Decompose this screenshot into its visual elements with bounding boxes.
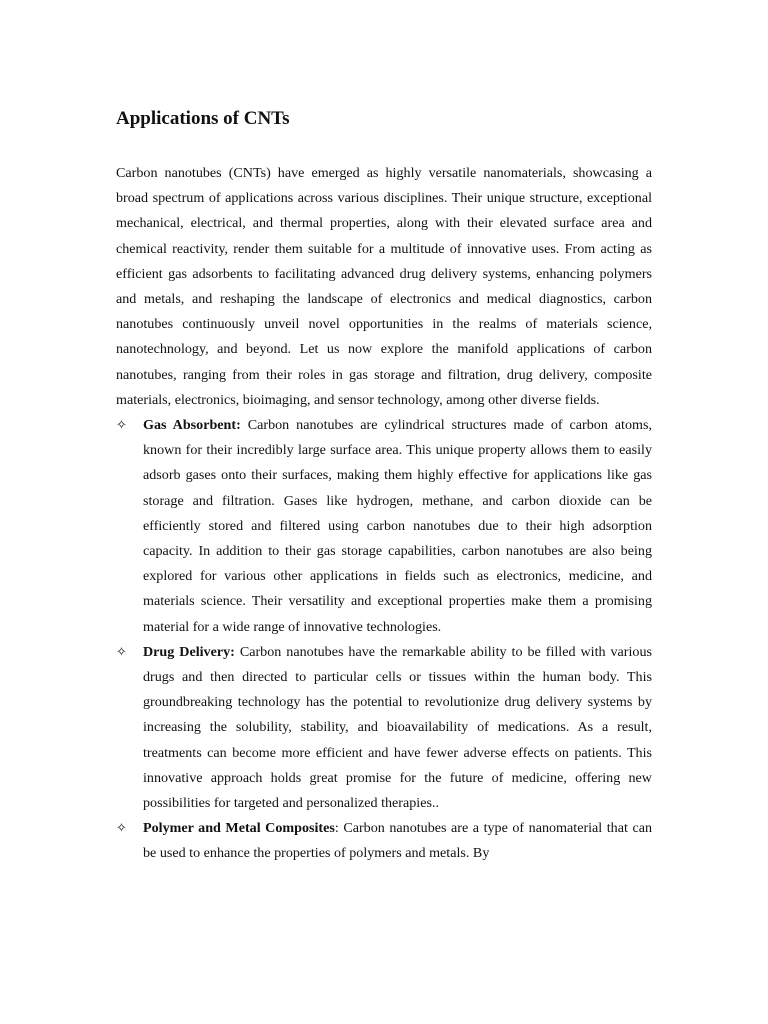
bullet-term: Gas Absorbent: <box>143 417 241 434</box>
applications-list <box>116 413 652 867</box>
list-item-gas-absorbent <box>116 413 652 640</box>
diamond-star-bullet-icon: ✧ <box>116 821 127 837</box>
intro-paragraph: Carbon nanotubes (CNTs) have emerged as highly versatile nanomaterials, showcasing a broad spectrum of applications across various disciplines. Their unique structure, exceptional mechanical, electrical, and thermal properties, along with their elevated surface area and chemical reactivity, render them suitable for a multitude of innovative uses. From acting as efficient gas adsorbents to facilitating advanced drug delivery systems, enhancing polymers and metals, and reshaping the landscape of electronics and medical diagnostics, carbon nanotubes continuously unveil novel opportunities in the realms of materials science, nanotechnology, and beyond. Let us now explore the manifold applications of carbon nanotubes, ranging from their roles in gas storage and filtration, drug delivery, composite materials, electronics, bioimaging, and sensor technology, among other diverse fields. <box>116 165 652 408</box>
bullet-term: Drug Delivery: <box>143 643 235 660</box>
bullet-text: : Carbon nanotubes are a type of nanomaterial that can be used to enhance the properties of polymers and metals. By <box>143 820 652 862</box>
document-title: Applications of CNTs <box>116 108 290 129</box>
bullet-text: Carbon nanotubes have the remarkable ability to be filled with various drugs and then directed to particular cells or tissues within the human body. This groundbreaking technology has the potential to revolutionize drug delivery systems by increasing the solubility, stability, and bioavailability of medications. As a result, treatments can become more efficient and have fewer adverse effects on patients. This innovative approach holds great promise for the future of medicine, offering new possibilities for targeted and personalized therapies.. <box>143 643 652 812</box>
document-page <box>116 106 652 867</box>
diamond-star-bullet-icon: ✧ <box>116 418 127 434</box>
list-item-polymer-metal-composites <box>116 816 652 866</box>
list-item-drug-delivery <box>116 640 652 816</box>
diamond-star-bullet-icon: ✧ <box>116 644 127 660</box>
bullet-term: Polymer and Metal Composites <box>143 820 335 837</box>
bullet-text: Carbon nanotubes are cylindrical structures made of carbon atoms, known for their incredibly large surface area. This unique property allows them to easily adsorb gases onto their surfaces, making them highly effective for applications like gas storage and filtration. Gases like hydrogen, methane, and carbon dioxide can be efficiently stored and filtered using carbon nanotubes due to their high adsorption capacity. In addition to their gas storage capabilities, carbon nanotubes are also being explored for various other applications in fields such as electronics, medicine, and materials science. Their versatility and exceptional properties make them a promising material for a wide range of innovative technologies. <box>143 417 652 635</box>
